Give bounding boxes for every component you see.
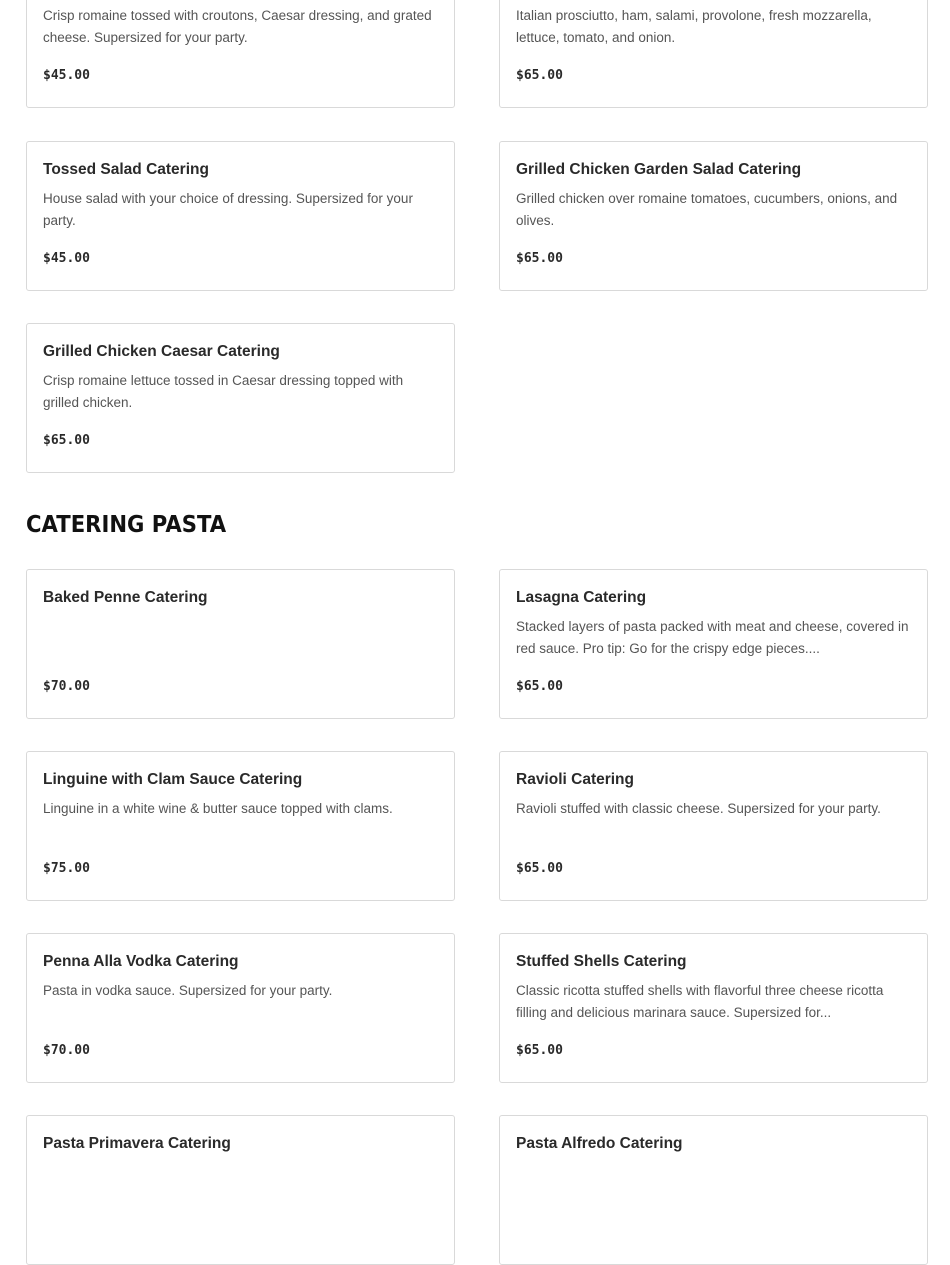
menu-item-card[interactable] [26,141,455,291]
item-name: Tossed Salad Catering [43,161,209,178]
menu-item-card[interactable] [499,569,928,719]
menu-item-card[interactable] [499,933,928,1083]
item-name: Grilled Chicken Garden Salad Catering [516,161,802,178]
item-description: Ravioli stuffed with classic cheese. Supersized for your party. [516,801,881,816]
item-description: Italian prosciutto, ham, salami, provolone, fresh mozzarella, lettuce, tomato, and onion. [516,8,872,45]
item-price: $75.00 [43,861,90,876]
item-name: Penna Alla Vodka Catering [43,953,239,970]
item-description: Linguine in a white wine & butter sauce topped with clams. [43,801,393,816]
menu-item-card[interactable] [26,751,455,901]
item-description: Pasta in vodka sauce. Supersized for your party. [43,983,333,998]
item-description: Crisp romaine tossed with croutons, Caesar dressing, and grated cheese. Supersized for your party. [43,8,432,45]
menu-item-card[interactable] [26,569,455,719]
item-description: Stacked layers of pasta packed with meat and cheese, covered in red sauce. Pro tip: Go for the crispy edge pieces.... [516,619,909,656]
item-price: $45.00 [43,68,90,83]
item-name: Pasta Primavera Catering [43,1135,231,1152]
menu-item-card[interactable] [499,751,928,901]
item-name: Linguine with Clam Sauce Catering [43,771,303,788]
item-price: $45.00 [43,251,90,266]
item-description: Crisp romaine lettuce tossed in Caesar dressing topped with grilled chicken. [43,373,404,410]
item-price: $70.00 [43,1043,90,1058]
item-price: $70.00 [43,679,90,694]
menu-item-card[interactable] [26,323,455,473]
item-description: House salad with your choice of dressing. Supersized for your party. [43,191,413,228]
item-description: Classic ricotta stuffed shells with flavorful three cheese ricotta filling and delicious marinara sauce. Supersized for... [516,983,884,1020]
item-description: Grilled chicken over romaine tomatoes, cucumbers, onions, and olives. [516,191,898,228]
item-price: $65.00 [516,1043,563,1058]
section-title: CATERING PASTA [26,512,227,538]
item-price: $65.00 [516,251,563,266]
item-name: Grilled Chicken Caesar Catering [43,343,280,360]
item-name: Pasta Alfredo Catering [516,1135,683,1152]
item-name: Stuffed Shells Catering [516,953,687,970]
item-price: $65.00 [516,679,563,694]
item-name: Lasagna Catering [516,589,647,606]
item-name: Baked Penne Catering [43,589,208,606]
item-price: $65.00 [516,861,563,876]
menu-item-card[interactable] [26,1115,455,1265]
menu-item-card[interactable] [26,0,455,108]
menu-item-card[interactable] [499,1115,928,1265]
item-name: Ravioli Catering [516,771,634,788]
item-price: $65.00 [43,433,90,448]
menu-item-card[interactable] [499,0,928,108]
item-price: $65.00 [516,68,563,83]
menu-item-card[interactable] [26,933,455,1083]
menu-item-card[interactable] [499,141,928,291]
